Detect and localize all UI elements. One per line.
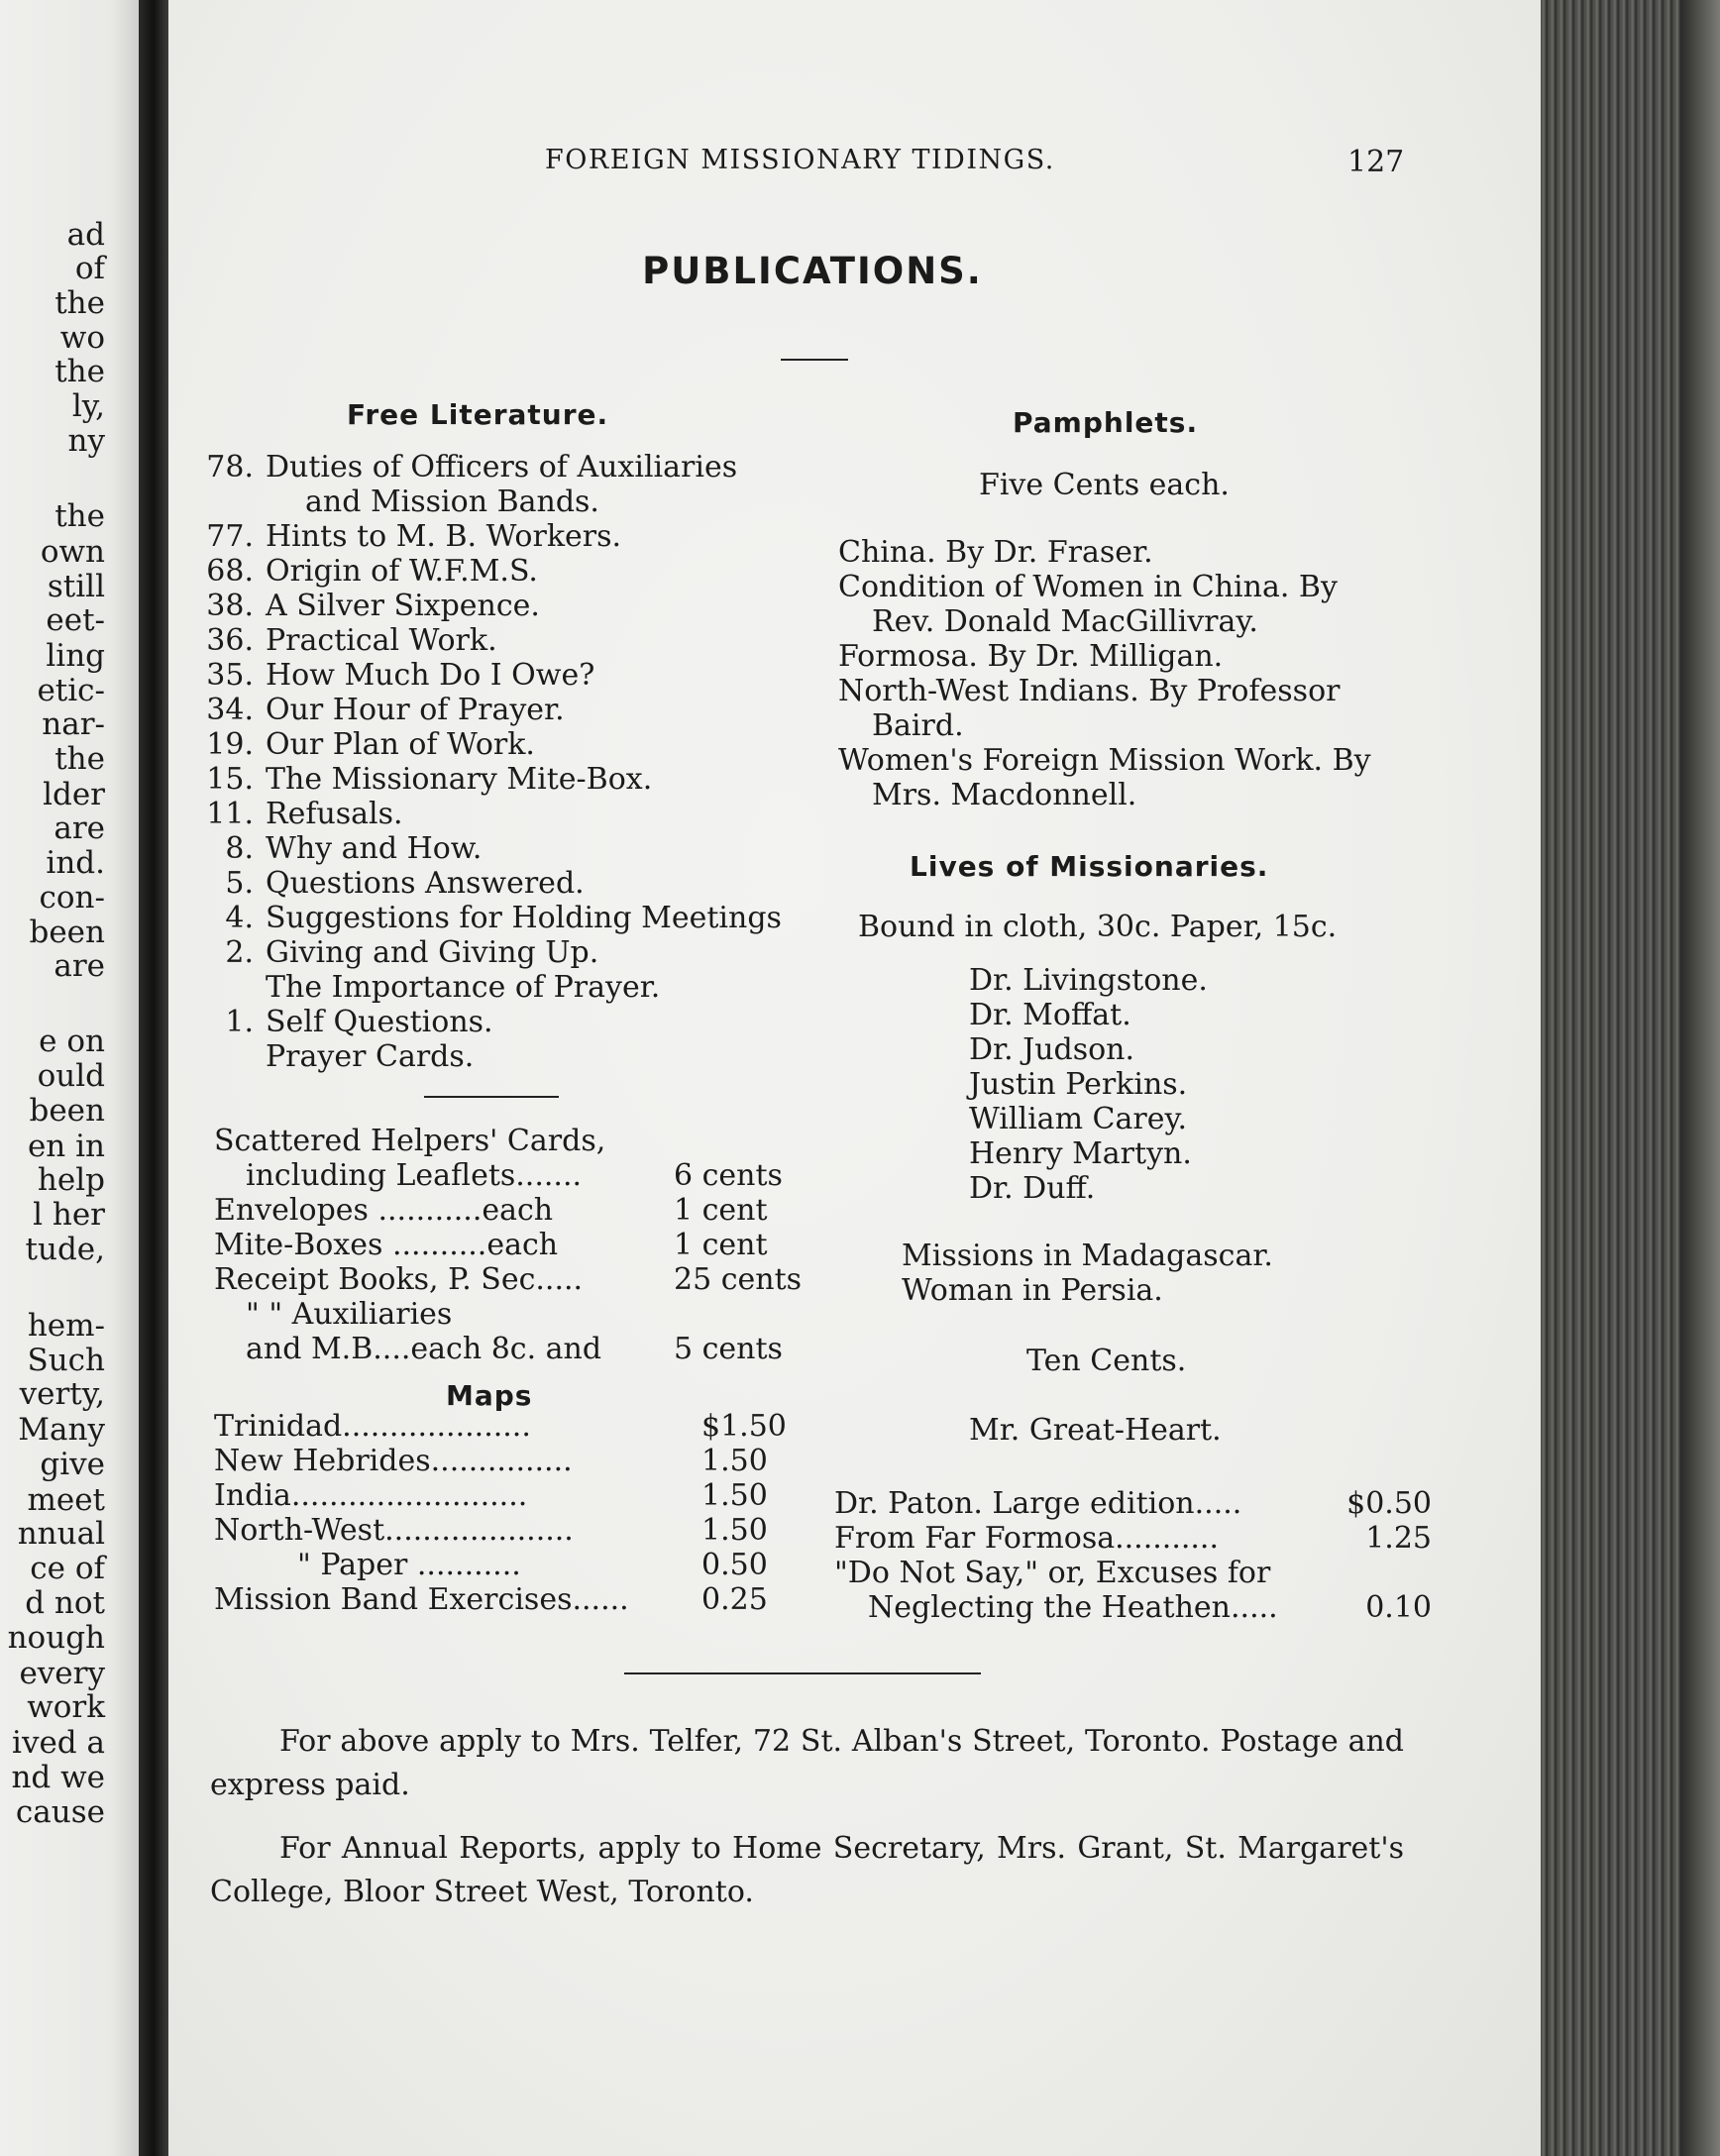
title-rule bbox=[781, 359, 848, 361]
left-page-fragment: en in bbox=[27, 1129, 105, 1164]
map-item: Mission Band Exercises...... bbox=[214, 1582, 629, 1617]
left-page-fragment: are bbox=[54, 948, 105, 984]
item-title: How Much Do I Owe? bbox=[266, 658, 595, 693]
free-literature-item bbox=[198, 970, 660, 1005]
left-facing-page bbox=[0, 0, 139, 2156]
free-literature-heading: Free Literature. bbox=[347, 398, 609, 431]
column-rule bbox=[424, 1096, 559, 1098]
item-number: 19. bbox=[206, 727, 254, 762]
left-page-fragment: work bbox=[27, 1689, 105, 1725]
left-page-fragment: the bbox=[54, 741, 105, 777]
ten-cents-heading: Ten Cents. bbox=[1026, 1344, 1187, 1378]
footer-paragraph-1: For above apply to Mrs. Telfer, 72 St. Alban's Street, Toronto. Postage and express paid. bbox=[210, 1724, 1404, 1802]
pamphlets-heading: Pamphlets. bbox=[1013, 406, 1199, 439]
supply-item: Scattered Helpers' Cards, bbox=[214, 1124, 606, 1158]
free-literature-item bbox=[198, 485, 599, 519]
left-page-fragment: are bbox=[54, 810, 105, 846]
supply-item: Receipt Books, P. Sec..... bbox=[214, 1262, 584, 1297]
free-literature-item bbox=[198, 554, 538, 589]
left-page-fragment: nnual bbox=[17, 1516, 105, 1552]
left-page-fragment: nd we bbox=[11, 1760, 105, 1795]
item-title: The Missionary Mite-Box. bbox=[266, 762, 653, 797]
left-page-fragment: cause bbox=[15, 1794, 105, 1830]
item-title: and Mission Bands. bbox=[305, 485, 599, 519]
item-number: 35. bbox=[206, 658, 254, 693]
lives-heading: Lives of Missionaries. bbox=[910, 850, 1269, 883]
supply-price: 1 cent bbox=[674, 1228, 768, 1262]
map-item: " Paper ........... bbox=[297, 1548, 521, 1582]
pamphlet-item: Mrs. Macdonnell. bbox=[872, 778, 1137, 812]
mission-title: Missions in Madagascar. bbox=[902, 1239, 1273, 1273]
missionary-name: Dr. Moffat. bbox=[969, 998, 1131, 1032]
left-page-fragment: help bbox=[37, 1162, 105, 1198]
item-number: 11. bbox=[206, 797, 254, 831]
lives-binding: Bound in cloth, 30c. Paper, 15c. bbox=[858, 910, 1338, 944]
left-page-fragment: been bbox=[29, 1093, 105, 1129]
missionary-name: Dr. Livingstone. bbox=[969, 963, 1208, 998]
item-title: Self Questions. bbox=[266, 1005, 493, 1039]
page-number: 127 bbox=[1347, 145, 1405, 179]
priced-item: Dr. Paton. Large edition..... bbox=[834, 1486, 1242, 1521]
running-head: FOREIGN MISSIONARY TIDINGS. bbox=[545, 145, 1055, 175]
left-page-fragment: etic- bbox=[37, 673, 105, 708]
left-page-fragment: ce of bbox=[30, 1551, 105, 1586]
map-item: New Hebrides............... bbox=[214, 1444, 573, 1478]
item-number: 78. bbox=[206, 450, 254, 485]
left-page-fragment: been bbox=[29, 915, 105, 950]
left-page-fragment: of bbox=[74, 251, 105, 286]
item-title: Suggestions for Holding Meetings bbox=[266, 901, 782, 935]
mission-title: Woman in Persia. bbox=[902, 1273, 1163, 1308]
free-literature-item bbox=[198, 866, 585, 901]
left-page-fragment: still bbox=[47, 569, 105, 604]
supply-price: 5 cents bbox=[674, 1332, 783, 1366]
left-page-fragment: ived a bbox=[12, 1725, 105, 1761]
supply-price: 25 cents bbox=[674, 1262, 803, 1297]
free-literature-item bbox=[198, 727, 535, 762]
map-price: 0.25 bbox=[701, 1582, 768, 1617]
map-price: 1.50 bbox=[701, 1478, 768, 1513]
left-page-fragment: the bbox=[54, 498, 105, 534]
left-page-fragment: ould bbox=[37, 1058, 105, 1094]
missionary-name: Dr. Judson. bbox=[969, 1032, 1135, 1067]
pamphlet-item: Women's Foreign Mission Work. By bbox=[838, 743, 1371, 778]
supply-item: including Leaflets....... bbox=[246, 1158, 583, 1193]
left-page-fragment: d not bbox=[25, 1585, 105, 1621]
item-title: Our Plan of Work. bbox=[266, 727, 535, 762]
item-number: 36. bbox=[206, 623, 254, 658]
map-item: India......................... bbox=[214, 1478, 528, 1513]
left-page-fragment: meet bbox=[27, 1482, 105, 1518]
item-number: 2. bbox=[225, 935, 254, 970]
left-page-fragment: hem- bbox=[27, 1308, 105, 1344]
left-page-fragment: wo bbox=[59, 320, 105, 356]
free-literature-item bbox=[198, 623, 497, 658]
left-page-fragment: Many bbox=[18, 1412, 105, 1448]
supply-item: Envelopes ...........each bbox=[214, 1193, 554, 1228]
item-number: 68. bbox=[206, 554, 254, 589]
map-price: 0.50 bbox=[701, 1548, 768, 1582]
item-number: 8. bbox=[225, 831, 254, 866]
main-page bbox=[168, 0, 1541, 2156]
item-title: Refusals. bbox=[266, 797, 403, 831]
item-title: Duties of Officers of Auxiliaries bbox=[266, 450, 738, 485]
map-price: $1.50 bbox=[701, 1409, 787, 1444]
priced-item: "Do Not Say," or, Excuses for bbox=[834, 1556, 1271, 1590]
left-page-fragment: ling bbox=[46, 638, 105, 674]
footer-rule bbox=[624, 1672, 981, 1674]
item-number: 5. bbox=[225, 866, 254, 901]
item-title: Practical Work. bbox=[266, 623, 497, 658]
supply-item: Mite-Boxes ..........each bbox=[214, 1228, 559, 1262]
priced-item: From Far Formosa........... bbox=[834, 1521, 1220, 1556]
priced-item-price: 0.10 bbox=[1365, 1590, 1432, 1625]
item-title: Hints to M. B. Workers. bbox=[266, 519, 622, 554]
page-title: PUBLICATIONS. bbox=[642, 250, 983, 292]
book-edge bbox=[1541, 0, 1720, 2156]
left-page-fragment: ny bbox=[67, 423, 105, 459]
map-price: 1.50 bbox=[701, 1513, 768, 1548]
item-number: 38. bbox=[206, 589, 254, 623]
book-gutter bbox=[139, 0, 168, 2156]
item-title: Origin of W.F.M.S. bbox=[266, 554, 538, 589]
left-page-fragment: ind. bbox=[46, 845, 105, 881]
pamphlet-item: North-West Indians. By Professor bbox=[838, 674, 1341, 708]
footer-paragraph-2: For Annual Reports, apply to Home Secretary, Mrs. Grant, St. Margaret's College, Bloor Street West, Toronto. bbox=[210, 1831, 1404, 1909]
left-page-fragment: give bbox=[40, 1447, 105, 1482]
left-page-fragment: ly, bbox=[71, 388, 105, 424]
supply-price: 1 cent bbox=[674, 1193, 768, 1228]
pamphlet-item: Rev. Donald MacGillivray. bbox=[872, 604, 1258, 639]
priced-item-price: $0.50 bbox=[1346, 1486, 1432, 1521]
item-title: Giving and Giving Up. bbox=[266, 935, 599, 970]
maps-heading: Maps bbox=[446, 1379, 533, 1412]
left-page-fragment: nar- bbox=[42, 706, 105, 742]
free-literature-item bbox=[198, 762, 652, 797]
item-number: 77. bbox=[206, 519, 254, 554]
free-literature-item bbox=[198, 831, 482, 866]
priced-item: Neglecting the Heathen..... bbox=[868, 1590, 1278, 1625]
item-title: A Silver Sixpence. bbox=[266, 589, 540, 623]
item-title: The Importance of Prayer. bbox=[266, 970, 661, 1005]
pamphlet-item: Condition of Women in China. By bbox=[838, 570, 1338, 604]
item-title: Questions Answered. bbox=[266, 866, 585, 901]
left-page-fragment: eet- bbox=[46, 602, 105, 638]
pamphlet-item: Baird. bbox=[872, 708, 964, 743]
item-title: Prayer Cards. bbox=[266, 1039, 475, 1074]
left-page-fragment: own bbox=[40, 534, 105, 570]
free-literature-item bbox=[198, 693, 565, 727]
ten-cents-item: Mr. Great-Heart. bbox=[969, 1413, 1222, 1448]
supply-price: 6 cents bbox=[674, 1158, 783, 1193]
left-page-fragment: nough bbox=[7, 1620, 105, 1656]
free-literature-item bbox=[198, 450, 737, 485]
missionary-name: Justin Perkins. bbox=[969, 1067, 1188, 1102]
left-page-fragment: Such bbox=[27, 1343, 105, 1378]
left-page-fragment: ad bbox=[66, 217, 105, 253]
item-number: 15. bbox=[206, 762, 254, 797]
free-literature-item bbox=[198, 589, 540, 623]
supply-item: " " Auxiliaries bbox=[246, 1297, 453, 1332]
left-page-fragment: tude, bbox=[25, 1232, 105, 1267]
missionary-name: Dr. Duff. bbox=[969, 1171, 1096, 1206]
free-literature-item bbox=[198, 658, 594, 693]
free-literature-item bbox=[198, 797, 403, 831]
pamphlet-item: China. By Dr. Fraser. bbox=[838, 535, 1153, 570]
left-page-fragment: con- bbox=[39, 880, 105, 916]
free-literature-item bbox=[198, 935, 598, 970]
left-page-fragment: verty, bbox=[19, 1376, 105, 1412]
free-literature-item bbox=[198, 1005, 493, 1039]
free-literature-item bbox=[198, 519, 621, 554]
left-page-fragment: lder bbox=[43, 777, 105, 812]
left-page-fragment: the bbox=[54, 285, 105, 321]
missionary-name: William Carey. bbox=[969, 1102, 1187, 1136]
item-title: Our Hour of Prayer. bbox=[266, 693, 565, 727]
item-number: 4. bbox=[225, 901, 254, 935]
left-page-fragment: e on bbox=[39, 1024, 105, 1059]
item-number: 1. bbox=[225, 1005, 254, 1039]
left-page-fragment: l her bbox=[33, 1197, 105, 1233]
free-literature-item bbox=[198, 1039, 474, 1074]
missionary-name: Henry Martyn. bbox=[969, 1136, 1192, 1171]
map-price: 1.50 bbox=[701, 1444, 768, 1478]
pamphlets-subheading: Five Cents each. bbox=[979, 468, 1230, 502]
left-page-fragment: every bbox=[19, 1656, 105, 1691]
priced-item-price: 1.25 bbox=[1365, 1521, 1432, 1556]
free-literature-item bbox=[198, 901, 782, 935]
item-number: 34. bbox=[206, 693, 254, 727]
left-page-fragment: the bbox=[54, 354, 105, 389]
map-item: Trinidad.................... bbox=[214, 1409, 531, 1444]
pamphlet-item: Formosa. By Dr. Milligan. bbox=[838, 639, 1224, 674]
map-item: North-West.................... bbox=[214, 1513, 574, 1548]
item-title: Why and How. bbox=[266, 831, 483, 866]
supply-item: and M.B....each 8c. and bbox=[246, 1332, 602, 1366]
